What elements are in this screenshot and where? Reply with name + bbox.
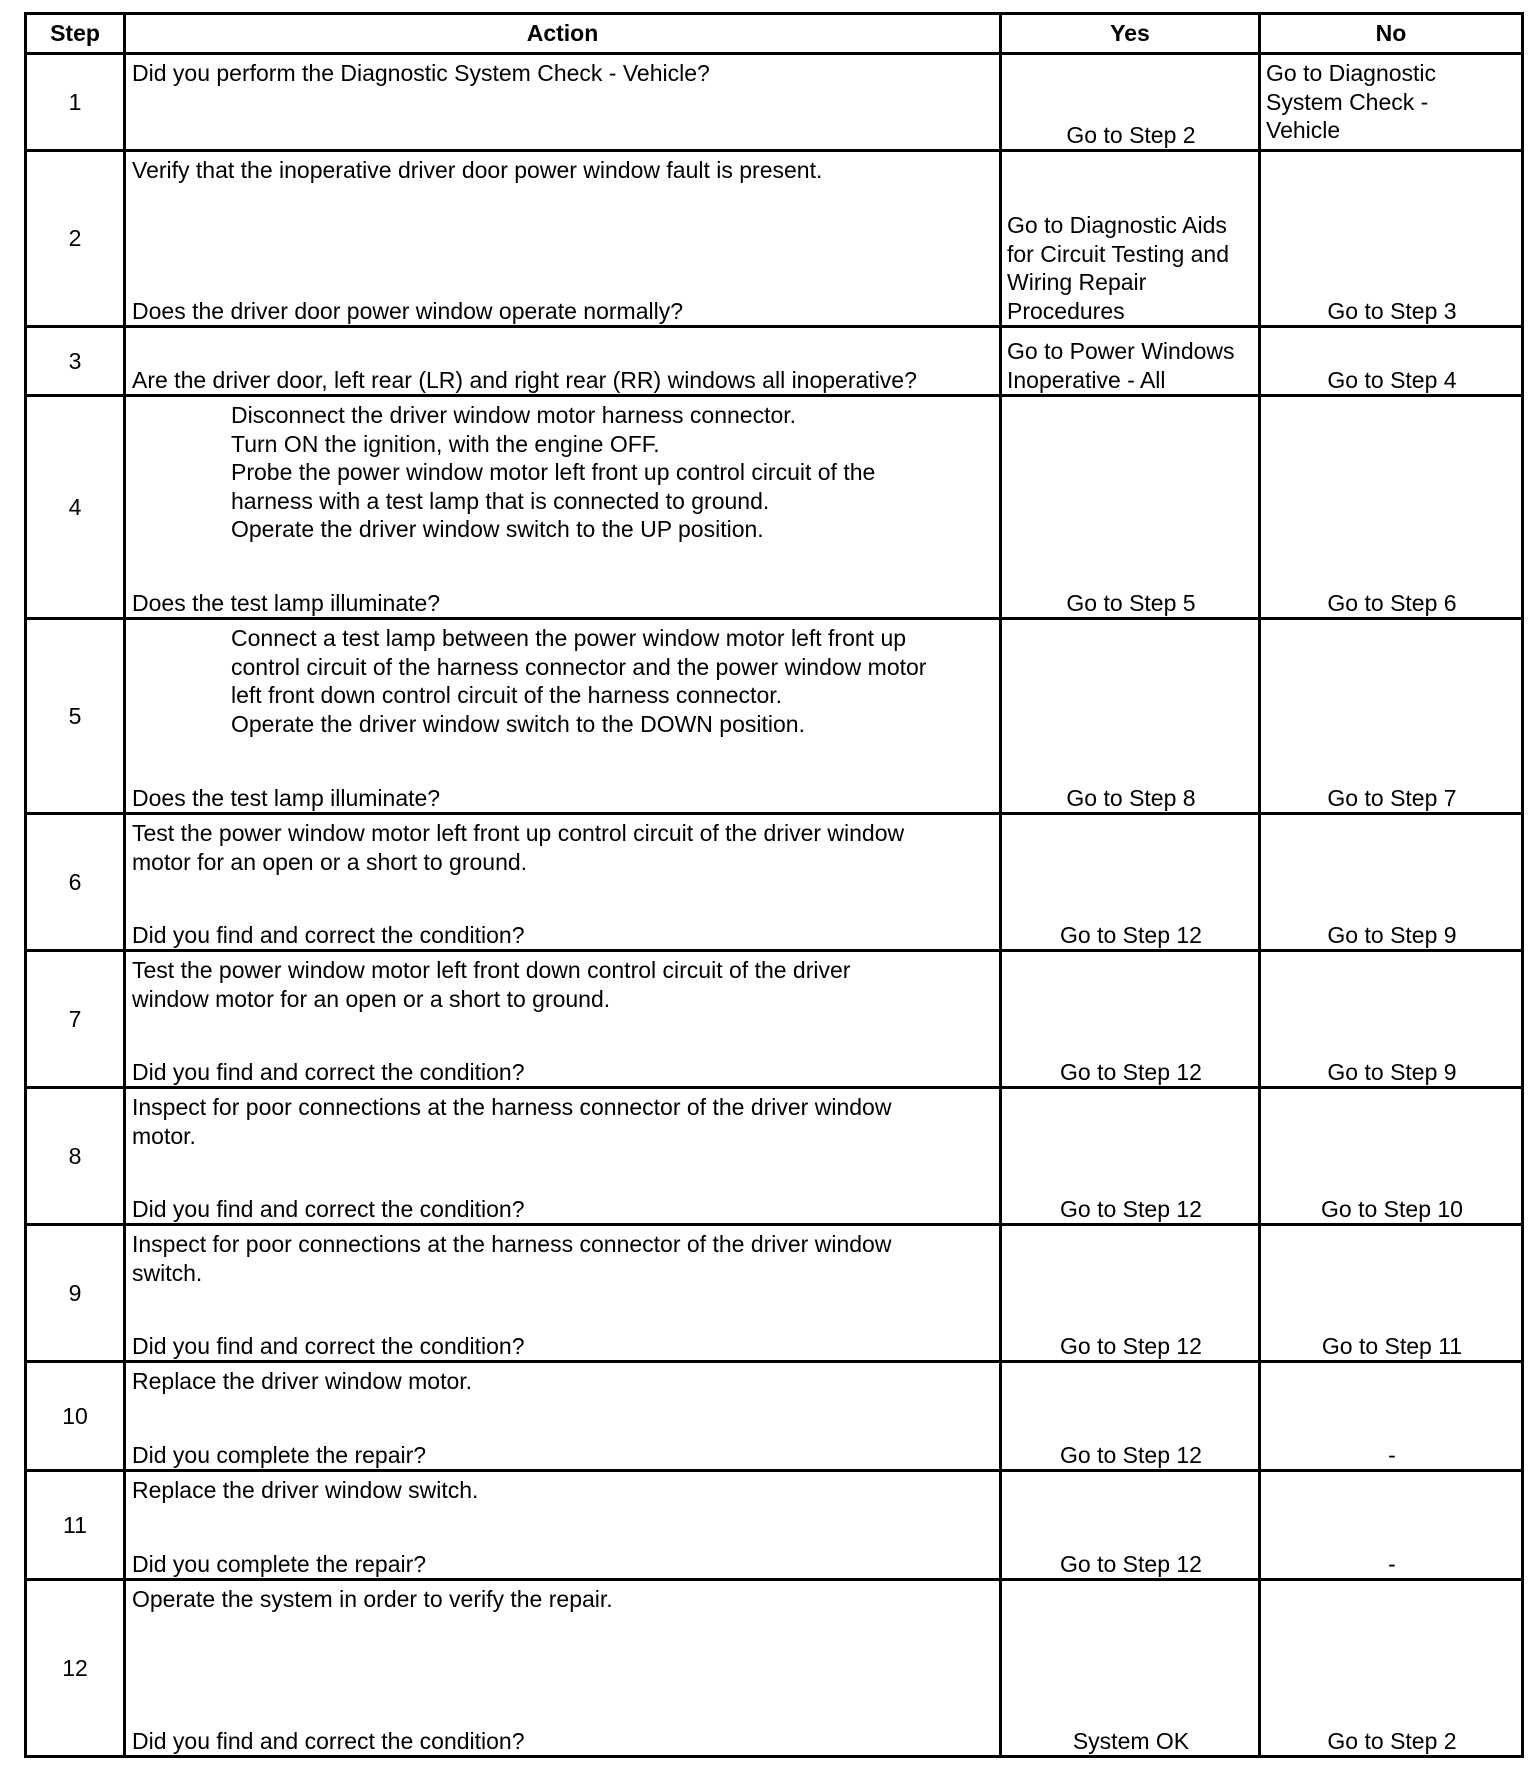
- instruction-line: Test the power window motor left front down control circuit of the driver: [132, 957, 851, 983]
- action-question: Does the test lamp illuminate?: [132, 589, 441, 616]
- header-yes: Yes: [1001, 14, 1260, 54]
- no-result: [1266, 1195, 1518, 1224]
- instruction-line: Did you perform the Diagnostic System Check - Vehicle?: [132, 60, 710, 86]
- yes-result-cell: [1001, 1088, 1260, 1225]
- no-result: [1266, 1332, 1518, 1361]
- yes-result-cell: [1001, 327, 1260, 396]
- instruction-line: harness with a test lamp that is connected to ground.: [231, 487, 770, 514]
- table-row: [26, 396, 1523, 619]
- action-cell: [125, 1225, 1001, 1362]
- step-number: 9: [26, 1225, 125, 1362]
- action-question: Did you find and correct the condition?: [132, 1332, 525, 1359]
- yes-result-line: System OK: [1072, 1727, 1190, 1754]
- action-instructions: [132, 1093, 995, 1150]
- no-result-cell: [1260, 396, 1523, 619]
- step-number: 8: [26, 1088, 125, 1225]
- step-number: 1: [26, 54, 125, 151]
- yes-result-line: Go to Step 12: [1060, 1058, 1202, 1085]
- action-cell: [125, 1471, 1001, 1580]
- yes-result: [1007, 784, 1255, 813]
- table-row: [26, 951, 1523, 1088]
- no-result-line: System Check -: [1266, 88, 1429, 115]
- yes-result: [1007, 1550, 1255, 1579]
- yes-result-cell: [1001, 814, 1260, 951]
- instruction-line: motor.: [132, 1122, 196, 1149]
- instruction-line: Probe the power window motor left front up control circuit of the: [231, 459, 876, 485]
- action-question: Does the test lamp illuminate?: [132, 784, 441, 811]
- action-cell: [125, 619, 1001, 814]
- yes-result: [1007, 211, 1255, 325]
- no-result-line: Go to Step 9: [1327, 1058, 1457, 1085]
- yes-result: [1007, 1332, 1255, 1361]
- action-instructions: [132, 956, 995, 1013]
- yes-result-cell: [1001, 1580, 1260, 1757]
- yes-result: [1007, 1727, 1255, 1756]
- no-result-line: -: [1388, 1550, 1396, 1577]
- action-instructions: [132, 156, 995, 185]
- yes-result-cell: [1001, 619, 1260, 814]
- instruction-line: Operate the system in order to verify the repair.: [132, 1586, 613, 1612]
- no-result: [1266, 1727, 1518, 1756]
- no-result-line: -: [1388, 1441, 1396, 1468]
- action-cell: [125, 1362, 1001, 1471]
- instruction-line: Inspect for poor connections at the harness connector of the driver window: [132, 1231, 892, 1257]
- instruction-line: Turn ON the ignition, with the engine OFF.: [231, 430, 660, 457]
- yes-result-line: for Circuit Testing and: [1007, 240, 1230, 267]
- action-cell: [125, 1580, 1001, 1757]
- instruction-line: Test the power window motor left front up control circuit of the driver window: [132, 820, 905, 846]
- table-row: [26, 1362, 1523, 1471]
- no-result-cell: [1260, 619, 1523, 814]
- instruction-line: Verify that the inoperative driver door power window fault is present.: [132, 157, 823, 183]
- action-question: Did you complete the repair?: [132, 1550, 427, 1577]
- instruction-line: Operate the driver window switch to the UP position.: [231, 516, 764, 542]
- instruction-line: Replace the driver window motor.: [132, 1368, 473, 1394]
- yes-result: [1007, 589, 1255, 618]
- instruction-line: left front down control circuit of the harness connector.: [231, 682, 783, 708]
- header-step: Step: [26, 14, 125, 54]
- action-cell: [125, 951, 1001, 1088]
- action-cell: [125, 1088, 1001, 1225]
- no-result-line: Go to Step 2: [1327, 1727, 1457, 1754]
- step-number: 6: [26, 814, 125, 951]
- no-result-line: Go to Step 9: [1327, 921, 1457, 948]
- yes-result-line: Procedures: [1007, 297, 1125, 324]
- no-result-cell: [1260, 1225, 1523, 1362]
- instruction-line: Inspect for poor connections at the harness connector of the driver window: [132, 1094, 892, 1120]
- action-cell: [125, 327, 1001, 396]
- no-result-cell: [1260, 1088, 1523, 1225]
- table-row: [26, 1088, 1523, 1225]
- header-no: No: [1260, 14, 1523, 54]
- yes-result-line: Go to Step 12: [1060, 1441, 1202, 1468]
- yes-result-cell: [1001, 1471, 1260, 1580]
- yes-result-line: Go to Step 12: [1060, 1195, 1202, 1222]
- instruction-line: window motor for an open or a short to ground.: [132, 985, 611, 1012]
- no-result: [1266, 921, 1518, 950]
- step-number: 12: [26, 1580, 125, 1757]
- action-question: Did you find and correct the condition?: [132, 1727, 525, 1754]
- yes-result-cell: [1001, 396, 1260, 619]
- no-result: [1266, 589, 1518, 618]
- yes-result: [1007, 1058, 1255, 1087]
- no-result-line: Go to Step 4: [1327, 366, 1457, 393]
- action-question: Did you find and correct the condition?: [132, 1195, 525, 1222]
- diagnostic-table: [24, 12, 1524, 1758]
- yes-result-line: Go to Step 5: [1066, 589, 1196, 616]
- action-question: Did you complete the repair?: [132, 1441, 427, 1468]
- step-number: 10: [26, 1362, 125, 1471]
- no-result-cell: [1260, 1580, 1523, 1757]
- no-result-cell: [1260, 1471, 1523, 1580]
- instruction-line: switch.: [132, 1259, 203, 1286]
- yes-result-line: Go to Step 12: [1060, 1332, 1202, 1359]
- no-result-line: Go to Step 7: [1327, 784, 1457, 811]
- yes-result: [1007, 1441, 1255, 1470]
- instruction-line: motor for an open or a short to ground.: [132, 848, 528, 875]
- no-result-cell: [1260, 1362, 1523, 1471]
- no-result-line: Vehicle: [1266, 117, 1341, 143]
- no-result-cell: [1260, 951, 1523, 1088]
- instruction-line: control circuit of the harness connector and the power window motor: [231, 653, 927, 680]
- no-result-line: Go to Step 10: [1321, 1195, 1463, 1222]
- table-row: [26, 327, 1523, 396]
- yes-result-line: Go to Step 2: [1066, 121, 1196, 148]
- action-instructions: [132, 819, 995, 876]
- no-result: [1266, 59, 1518, 145]
- table-row: [26, 814, 1523, 951]
- step-number: 11: [26, 1471, 125, 1580]
- yes-result-line: Go to Diagnostic Aids: [1007, 212, 1227, 238]
- yes-result-cell: [1001, 151, 1260, 327]
- step-number: 4: [26, 396, 125, 619]
- no-result-line: Go to Diagnostic: [1266, 60, 1437, 86]
- yes-result-line: Go to Step 12: [1060, 921, 1202, 948]
- table-row: [26, 619, 1523, 814]
- step-number: 7: [26, 951, 125, 1088]
- table-row: [26, 54, 1523, 151]
- action-instructions: [132, 1476, 995, 1505]
- yes-result-line: Go to Power Windows: [1007, 338, 1235, 364]
- no-result-line: Go to Step 6: [1327, 589, 1457, 616]
- yes-result-cell: [1001, 1362, 1260, 1471]
- header-row: [26, 14, 1523, 54]
- yes-result: [1007, 921, 1255, 950]
- table-row: [26, 151, 1523, 327]
- action-question: Did you find and correct the condition?: [132, 921, 525, 948]
- action-question: Does the driver door power window operate normally?: [132, 297, 684, 324]
- yes-result-cell: [1001, 54, 1260, 151]
- no-result: [1266, 1550, 1518, 1579]
- table-row: [26, 1225, 1523, 1362]
- action-question: Are the driver door, left rear (LR) and right rear (RR) windows all inoperative?: [132, 366, 917, 393]
- action-instructions: [132, 59, 995, 88]
- step-number: 2: [26, 151, 125, 327]
- no-result: [1266, 297, 1518, 326]
- header-action: Action: [125, 14, 1001, 54]
- action-cell: [125, 151, 1001, 327]
- step-number: 3: [26, 327, 125, 396]
- table-row: [26, 1471, 1523, 1580]
- no-result: [1266, 784, 1518, 813]
- action-instructions: [231, 624, 995, 738]
- yes-result-cell: [1001, 951, 1260, 1088]
- action-cell: [125, 54, 1001, 151]
- yes-result-line: Inoperative - All: [1007, 366, 1166, 393]
- no-result-cell: [1260, 327, 1523, 396]
- action-cell: [125, 814, 1001, 951]
- no-result-cell: [1260, 814, 1523, 951]
- yes-result-line: Go to Step 8: [1066, 784, 1196, 811]
- action-instructions: [132, 1585, 995, 1614]
- yes-result: [1007, 121, 1255, 150]
- yes-result: [1007, 337, 1255, 394]
- table-body: [26, 54, 1523, 1757]
- instruction-line: Disconnect the driver window motor harness connector.: [231, 402, 797, 428]
- yes-result-cell: [1001, 1225, 1260, 1362]
- action-instructions: [231, 401, 995, 544]
- action-instructions: [132, 1230, 995, 1287]
- no-result-cell: [1260, 151, 1523, 327]
- yes-result: [1007, 1195, 1255, 1224]
- no-result: [1266, 366, 1518, 395]
- no-result-line: Go to Step 11: [1321, 1332, 1463, 1359]
- action-question: Did you find and correct the condition?: [132, 1058, 525, 1085]
- yes-result-line: Wiring Repair: [1007, 269, 1147, 295]
- instruction-line: Operate the driver window switch to the DOWN position.: [231, 710, 805, 737]
- action-instructions: [132, 1367, 995, 1396]
- action-cell: [125, 396, 1001, 619]
- no-result: [1266, 1441, 1518, 1470]
- no-result: [1266, 1058, 1518, 1087]
- no-result-cell: [1260, 54, 1523, 151]
- instruction-line: Connect a test lamp between the power window motor left front up: [231, 625, 907, 651]
- instruction-line: Replace the driver window switch.: [132, 1477, 479, 1503]
- yes-result-line: Go to Step 12: [1060, 1550, 1202, 1577]
- table-row: [26, 1580, 1523, 1757]
- step-number: 5: [26, 619, 125, 814]
- no-result-line: Go to Step 3: [1327, 297, 1457, 324]
